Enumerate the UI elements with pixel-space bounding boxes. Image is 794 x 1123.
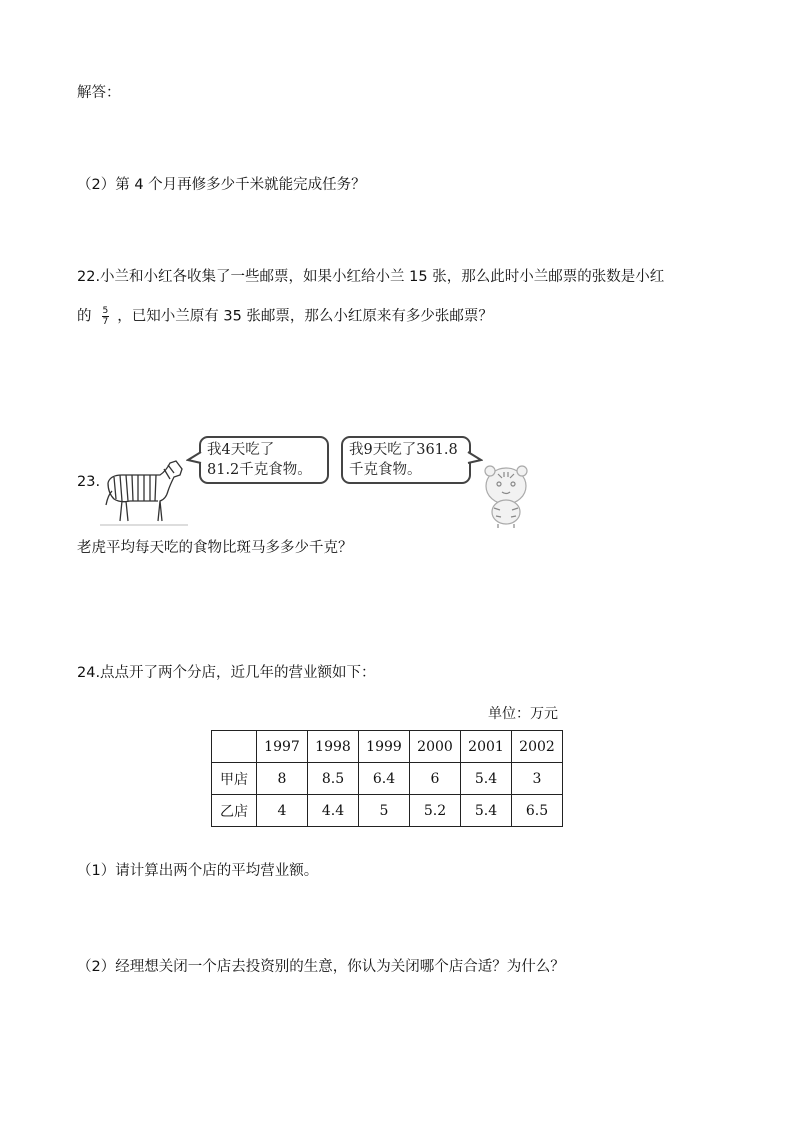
question-22-line-2: [77, 306, 493, 327]
question-22-prefix: 的: [77, 308, 92, 325]
table-cell: 4.4: [308, 795, 359, 827]
sales-table: [211, 730, 563, 827]
year-header: 1999: [359, 731, 410, 763]
table-cell: 3: [512, 763, 563, 795]
zebra-speech-bubble: [199, 436, 329, 484]
table-corner-cell: [212, 731, 257, 763]
store-name-cell: 甲店: [212, 763, 257, 795]
year-header: 2002: [512, 731, 563, 763]
year-header: 1998: [308, 731, 359, 763]
year-header: 2000: [410, 731, 461, 763]
store-name-cell: 乙店: [212, 795, 257, 827]
answer-label: 解答：: [77, 85, 121, 101]
table-header-row: [212, 731, 563, 763]
tiger-speech-bubble: [341, 436, 471, 484]
question-22-line-1: 22.小兰和小红各收集了一些邮票，如果小红给小兰 15 张，那么此时小兰邮票的张数是小红: [77, 269, 665, 285]
table-row: [212, 763, 563, 795]
table-cell: 6.4: [359, 763, 410, 795]
question-24-title: 24.点点开了两个分店，近几年的营业额如下：: [77, 665, 376, 681]
fraction-numerator: 5: [102, 306, 109, 316]
table-cell: 8.5: [308, 763, 359, 795]
table-row: [212, 795, 563, 827]
table-cell: 8: [257, 763, 308, 795]
table-cell: 6.5: [512, 795, 563, 827]
tiger-bubble-line-1: 我9天吃了361.8: [349, 442, 458, 458]
zebra-bubble-line-2: 81.2千克食物。: [207, 462, 312, 478]
zebra-bubble-line-1: 我4天吃了: [207, 442, 275, 458]
question-24-part-1: （1）请计算出两个店的平均营业额。: [77, 863, 319, 879]
question-23-text: 老虎平均每天吃的食物比斑马多多少千克？: [77, 540, 353, 556]
tiger-bubble-line-2: 千克食物。: [349, 462, 422, 478]
tiger-illustration: [474, 462, 538, 528]
table-cell: 5: [359, 795, 410, 827]
table-cell: 5.2: [410, 795, 461, 827]
fraction-denominator: 7: [102, 317, 109, 327]
question-21-part-2: （2）第 4 个月再修多少千米就能完成任务？: [77, 177, 366, 193]
table-cell: 5.4: [461, 763, 512, 795]
question-22-suffix: ，已知小兰原有 35 张邮票，那么小红原来有多少张邮票？: [117, 308, 493, 325]
table-cell: 6: [410, 763, 461, 795]
fraction-five-sevenths: [102, 306, 110, 327]
table-unit-label: 单位：万元: [488, 706, 558, 722]
table-cell: 4: [257, 795, 308, 827]
year-header: 2001: [461, 731, 512, 763]
zebra-illustration: [100, 455, 188, 527]
zebra-bubble-tail: [186, 450, 202, 466]
year-header: 1997: [257, 731, 308, 763]
question-23-number: 23.: [77, 474, 101, 490]
table-cell: 5.4: [461, 795, 512, 827]
question-24-part-2: （2）经理想关闭一个店去投资别的生意，你认为关闭哪个店合适？为什么？: [77, 959, 565, 975]
